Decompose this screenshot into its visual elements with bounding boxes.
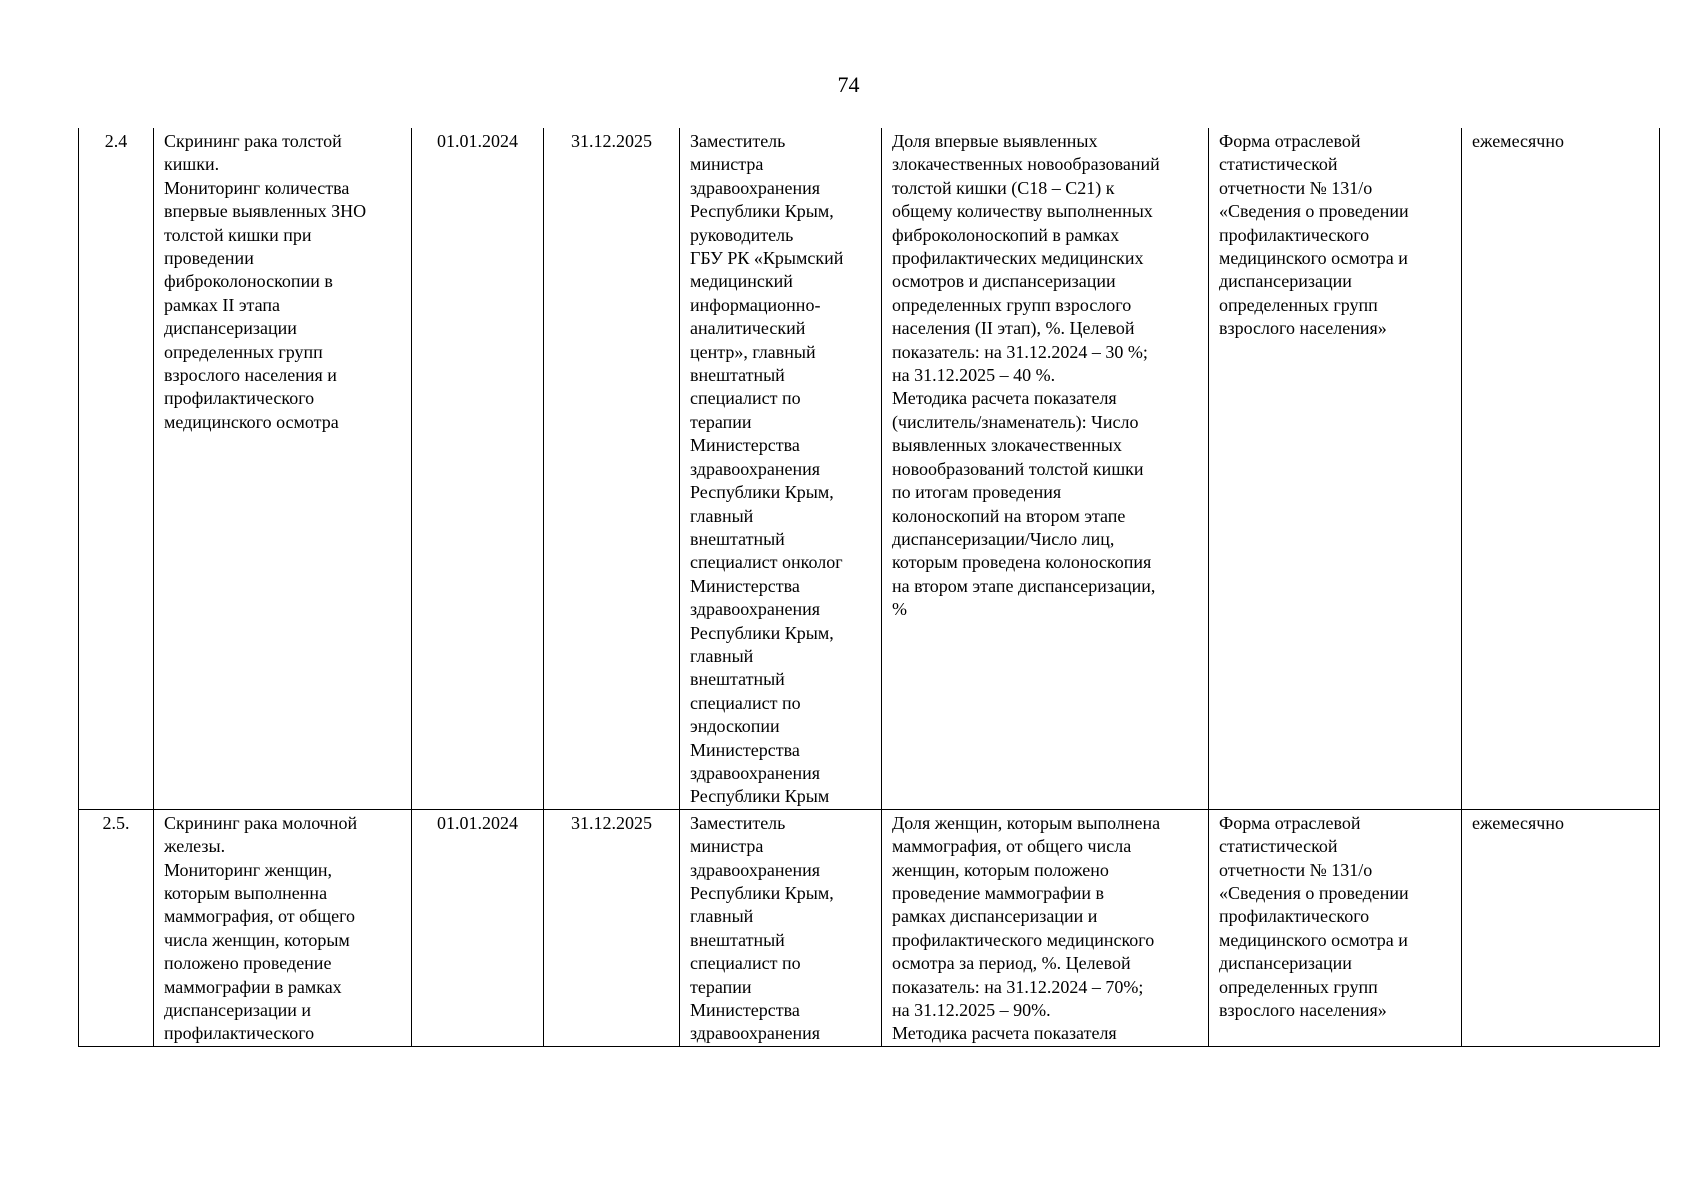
end-date-cell: 31.12.2025: [544, 809, 680, 1046]
event-cell: Скрининг рака молочной железы. Мониторинг женщин, которым выполненна маммография, от общего числа женщин, которым положено проведение маммографии в рамках диспансеризации и профилактического: [154, 809, 412, 1046]
table-row: [79, 809, 1660, 1046]
page-number: 74: [837, 72, 860, 97]
table-row: [79, 128, 1660, 809]
indicator-cell: Доля женщин, которым выполнена маммография, от общего числа женщин, которым положено проведение маммографии в рамках диспансеризации и профилактического медицинского осмотра за период, %. Целевой показатель: на 31.12.2024 – 70%; на 31.12.2025 – 90%. Методика расчета показателя: [882, 809, 1209, 1046]
row-number-cell: 2.4: [79, 128, 154, 809]
start-date-cell: 01.01.2024: [412, 128, 544, 809]
start-date-cell: 01.01.2024: [412, 809, 544, 1046]
indicator-cell: Доля впервые выявленных злокачественных новообразований толстой кишки (С18 – С21) к общему количеству выполненных фиброколоноскопий в рамках профилактических медицинских осмотров и диспансеризации определенных групп взрослого населения (II этап), %. Целевой показатель: на 31.12.2024 – 30 %; на 31.12.2025 – 40 %. Методика расчета показателя (числитель/знаменатель): Число выявленных злокачественных новообразований толстой кишки по итогам проведения колоноскопий на втором этапе диспансеризации/Число лиц, которым проведена колоноскопия на втором этапе диспансеризации, %: [882, 128, 1209, 809]
report-form-cell: Форма отраслевой статистической отчетности № 131/о «Сведения о проведении профилактического медицинского осмотра и диспансеризации определенных групп взрослого населения»: [1209, 128, 1462, 809]
responsible-cell: Заместитель министра здравоохранения Республики Крым, главный внештатный специалист по терапии Министерства здравоохранения: [680, 809, 882, 1046]
event-cell: Скрининг рака толстой кишки. Мониторинг количества впервые выявленных ЗНО толстой кишки при проведении фиброколоноскопии в рамках II этапа диспансеризации определенных групп взрослого населения и профилактического медицинского осмотра: [154, 128, 412, 809]
frequency-cell: ежемесячно: [1462, 128, 1660, 809]
plan-table: [78, 128, 1660, 1047]
end-date-cell: 31.12.2025: [544, 128, 680, 809]
report-form-cell: Форма отраслевой статистической отчетности № 131/о «Сведения о проведении профилактического медицинского осмотра и диспансеризации определенных групп взрослого населения»: [1209, 809, 1462, 1046]
frequency-cell: ежемесячно: [1462, 809, 1660, 1046]
responsible-cell: Заместитель министра здравоохранения Республики Крым, руководитель ГБУ РК «Крымский медицинский информационно- аналитический центр», главный внештатный специалист по терапии Министерства здравоохранения Республики Крым, главный внештатный специалист онколог Министерства здравоохранения Республики Крым, главный внештатный специалист по эндоскопии Министерства здравоохранения Республики Крым: [680, 128, 882, 809]
row-number-cell: 2.5.: [79, 809, 154, 1046]
